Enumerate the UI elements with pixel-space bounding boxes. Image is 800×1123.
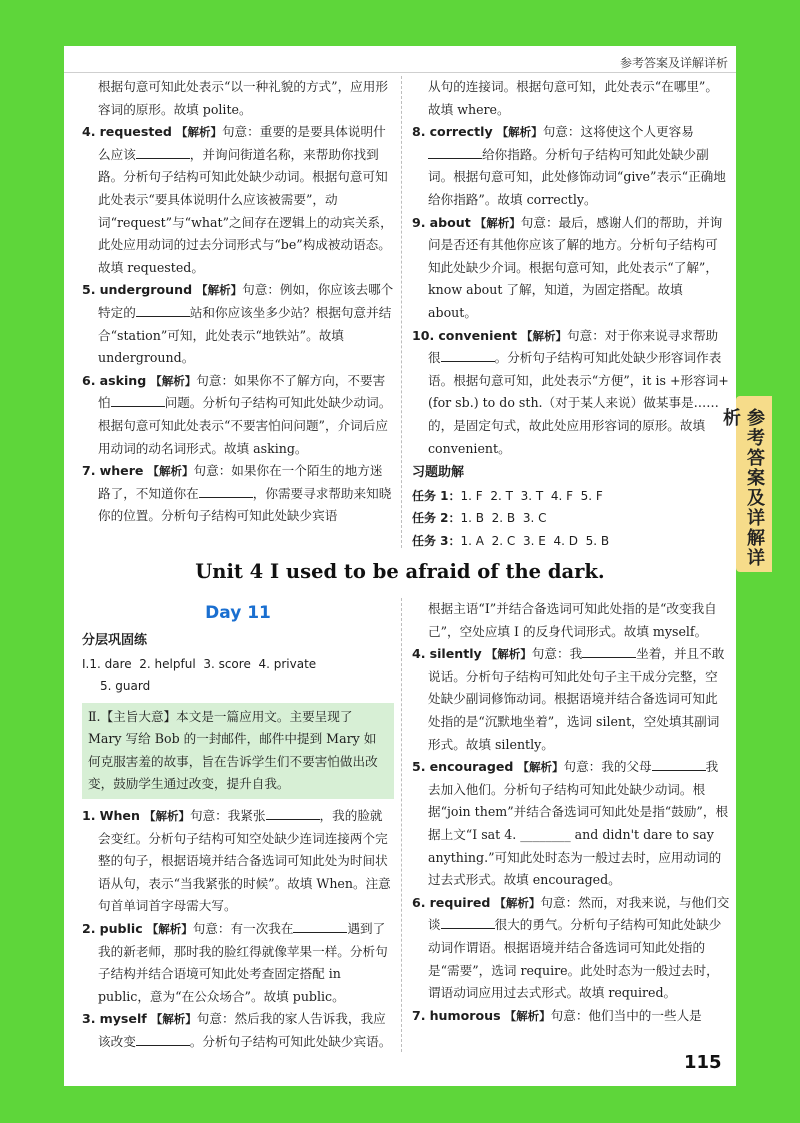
answer-item: 4. requested 【解析】句意：重要的是要具体说明什么应该 ，并询问街道名称，来帮助你找到路。分析句子结构可知此处缺少动词。根据句意可知此处表示“要具体说明什么应该被需要”，动词“request”与“what”之间存在逻辑上的动宾关系，此处应用动词的过去分词形式与“be”构成被动语态。故填 requested。 [82, 124, 393, 275]
part1-answers-cont: 5. guard [100, 678, 151, 693]
summary-box: Ⅱ.【主旨大意】本文是一篇应用文。主要呈现了 Mary 写给 Bob 的一封邮件，邮件中提到 Mary 如何克服害羞的故事，旨在告诉学生们不要害怕做出改变，鼓励学生通过改变，提升自我。 [82, 703, 394, 799]
top-left-column [82, 76, 394, 528]
blank-line [111, 393, 165, 407]
blank-line [441, 915, 495, 929]
blank-line [441, 348, 495, 362]
blank-line [136, 145, 190, 159]
answer-item: 6. asking 【解析】句意：如果你不了解方向，不要害怕 问题。分析句子结构可知此处缺少动词。根据句意可知此处表示“不要害怕问问题”，介词后应用动词的动名词形式。故填 asking。 [82, 372, 392, 456]
answer-item: 7. humorous 【解析】句意：他们当中的一些人是 [412, 1007, 702, 1023]
blank-line [652, 757, 706, 771]
header-rule [64, 72, 736, 73]
column-divider-bottom [401, 598, 402, 1052]
blank-line [428, 145, 482, 159]
bottom-right-column [412, 598, 730, 1027]
answer-item: 4. silently 【解析】句意：我 坐着，并且不敢说话。分析句子结构可知此处句子主干成分完整，空处缺少副词修饰动词。根据语境并结合备选词可知此处指的是“沉默地坐着”，选词 silent，空处填其副词形式。故填 silently。 [412, 646, 725, 752]
continued-text: 根据主语“I”并结合备选词可知此处指的是“改变我自己”，空处应填 I 的反身代词形式。故填 myself。 [428, 601, 717, 639]
part1-answers: Ⅰ.1. dare 2. helpful 3. score 4. private [82, 656, 317, 671]
blank-line [582, 644, 636, 658]
task-row: 任务 3：1. A 2. C 3. E 4. D 5. B [412, 533, 610, 548]
page-number: 115 [684, 1052, 722, 1073]
blank-line [136, 303, 190, 317]
blank-line [293, 919, 347, 933]
continued-text: 从句的连接词。根据句意可知，此处表示“在哪里”。故填 where。 [428, 79, 718, 117]
blank-line [266, 806, 320, 820]
answer-item: 7. where 【解析】句意：如果你在一个陌生的地方迷路了，不知道你在 ，你需要寻求帮助来知晓你的位置。分析句子结构可知此处缺少宾语 [82, 463, 392, 524]
answer-item: 8. correctly 【解析】句意：这将使这个人更容易给你指路。分析句子结构可知此处缺少副词。根据句意可知，此处修饰动词“give”表示“正确地给你指路”。故填 correctly。 [412, 124, 726, 207]
answer-item: 9. about 【解析】句意：最后，感谢人们的帮助，并询问是否还有其他你应该了解的地方。分析句子结构可知此处缺少介词。根据句意可知，此处表示“了解”，know about 了解，知道，为固定搭配。故填 about。 [412, 214, 723, 320]
answer-item: 3. myself 【解析】句意：然后我的家人告诉我，我应该改变 。分析句子结构可知此处缺少宾语。 [82, 1011, 392, 1049]
answer-item: 5. encouraged 【解析】句意：我的父母 我去加入他们。分析句子结构可知此处缺少动词。根据“join them”并结合备选词可知此处是指“鼓励”，根据上文“I sat 4. ________ and didn't dare to say anything.”可知此处时态为一般过去时，应用动词的过去式形式。故填 encouraged。 [412, 759, 729, 888]
answer-item: 6. required 【解析】句意：然而，对我来说，与他们交谈 很大的勇气。分析句子结构可知此处缺少动词作谓语。根据语境并结合备选词可知此处指的是“需要”，选词 require。此处时态为一般过去时，谓语动词应用过去式形式。故填 required。 [412, 894, 730, 1001]
answer-item: 1. When 【解析】句意：我紧张 ，我的脸就会变红。分析句子结构可知空处缺少连词连接两个完整的句子，根据语境并结合备选词可知此处为时间状语从句，表示“当我紧张的时候”。故填 When。注意句首单词首字母需大写。 [82, 807, 391, 914]
exercise-heading: 习题助解 [412, 465, 465, 481]
side-tab: 参考答案及详解详析 [736, 396, 772, 572]
task-row: 任务 1：1. F 2. T 3. T 4. F 5. F [412, 488, 603, 503]
top-right-column [412, 76, 730, 552]
blank-line [199, 484, 253, 498]
page-header: 参考答案及详解详析 [620, 56, 729, 70]
bottom-left-column [82, 630, 394, 1054]
blank-line [136, 1032, 190, 1046]
unit-title: Unit 4 I used to be afraid of the dark. [195, 560, 605, 583]
section-heading: 分层巩固练 [82, 633, 148, 648]
column-divider-top [401, 76, 402, 548]
answer-item: 10. convenient 【解析】句意：对于你来说寻求帮助很 。分析句子结构可知此处缺少形容词作表语。根据句意可知，此处表示“方便”，it is +形容词+(for sb.) to do sth.（对于某人来说）做某事是……的，是固定句式，故此处应用形容词的原形。故填 convenient。 [412, 327, 729, 456]
continued-text: 根据句意可知此处表示“以一种礼貌的方式”，应用形容词的原形。故填 polite。 [98, 79, 388, 117]
day-title: Day 11 [205, 603, 271, 623]
task-row: 任务 2：1. B 2. B 3. C [412, 511, 547, 526]
answer-item: 2. public 【解析】句意：有一次我在 遇到了我的新老师，那时我的脸红得就像苹果一样。分析句子结构并结合语境可知此处考查固定搭配 in public，意为“在公众场合”。故填 public。 [82, 920, 388, 1004]
answer-item: 5. underground 【解析】句意：例如，你应该去哪个特定的 站和你应该坐多少站？根据句意并结合“station”可知，此处表示“地铁站”。故填 underground。 [82, 282, 394, 366]
